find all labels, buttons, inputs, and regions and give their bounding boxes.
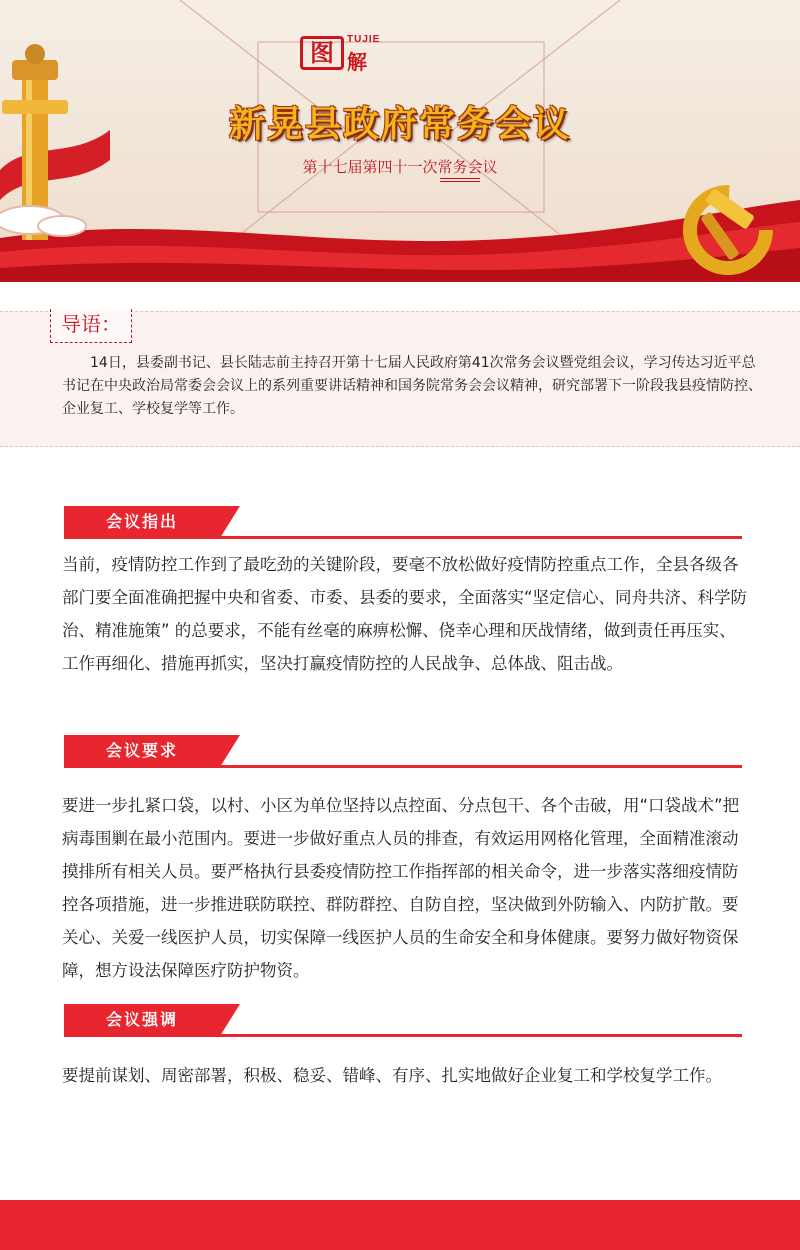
footer-bar (0, 1200, 800, 1250)
header-banner (0, 0, 800, 282)
huabiao-pillar-icon (0, 40, 120, 240)
section-body-points: 当前，疫情防控工作到了最吃劲的关键阶段，要毫不放松做好疫情防控重点工作，全县各级各部门要全面准确把握中央和省委、市委、县委的要求，全面落实“坚定信心、同舟共济、科学防治、精准施策” 的总要求，不能有丝毫的麻痹松懈、侥幸心理和厌战情绪，做到责任再压实、工作再细化、措施再抓实，坚决打赢疫情防控的人民战争、总体战、阻击战。 (62, 555, 748, 673)
section-title-emphasis: 会议强调 (64, 1004, 220, 1036)
section-title-requirements: 会议要求 (64, 735, 220, 767)
section-header-requirements (64, 735, 744, 769)
logo-sub-cn: 解 (347, 50, 367, 74)
logo-main-char: 图 (300, 36, 344, 70)
section-body-emphasis: 要提前谋划、周密部署，积极、稳妥、错峰、有序、扎实地做好企业复工和学校复学工作。 (62, 1066, 722, 1085)
section-rule (64, 1034, 742, 1037)
section-header-points (64, 506, 744, 540)
page-subtitle: 第十七届第四十一次常务会议 (302, 158, 498, 176)
lead-text: 14日，县委副书记、县长陆志前主持召开第十七届人民政府第41次常务会议暨党组会议，学习传达习近平总书记在中央政治局常委会会议上的系列重要讲话精神和国务院常务会会议精神，研究部署下一阶段我县疫情防控、企业复工、学校复学等工作。 (62, 355, 762, 417)
page-title: 新晃县政府常务会议 (228, 104, 571, 145)
section-rule (64, 765, 742, 768)
tujie-logo (300, 34, 386, 74)
section-title-points: 会议指出 (64, 506, 220, 538)
logo-sub-en: TUJIE (347, 34, 381, 45)
section-body-requirements: 要进一步扎紧口袋，以村、小区为单位坚持以点控面、分点包干、各个击破，用“口袋战术”把病毒围剿在最小范围内。要进一步做好重点人员的排查，有效运用网格化管理，全面精准滚动摸排所有相关人员。要严格执行县委疫情防控工作指挥部的相关命令，进一步落实落细疫情防控各项措施，进一步推进联防联控、群防群控、自防自控，坚决做到外防输入、内防扩散。要关心、关爱一线医护人员，切实保障一线医护人员的生命安全和身体健康。要努力做好物资保障，想方设法保障医疗防护物资。 (62, 796, 740, 980)
section-header-emphasis (64, 1004, 744, 1038)
lead-label: 导语： (50, 309, 132, 343)
lead-box (0, 311, 800, 447)
party-emblem-icon (668, 180, 788, 280)
subtitle-underline-decoration (440, 178, 480, 182)
section-rule (64, 536, 742, 539)
